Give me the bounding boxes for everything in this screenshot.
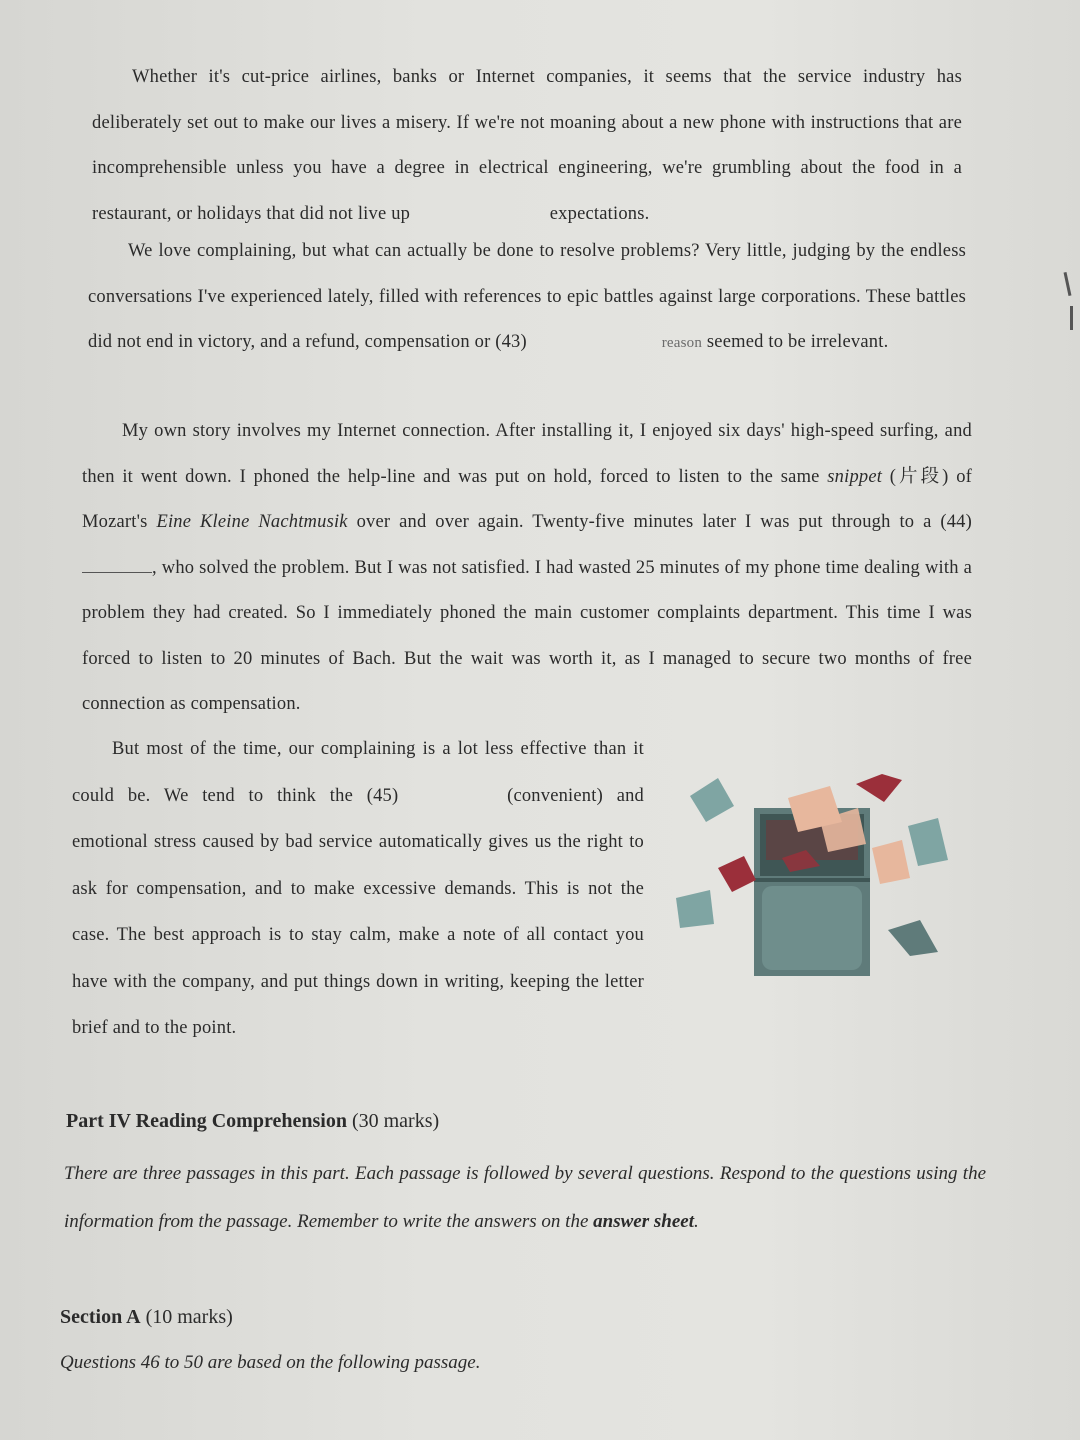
paragraph-4-text-2: and emotional stress caused by bad service automatically gives us the right to ask for compensation, and to make excessive demands. This is not the case. The best approach is to stay calm, make a note of all contact you have with the company, and put things down in writing, keeping the letter brief and to the point. [72, 785, 644, 1038]
mailbox-illustration [670, 760, 960, 990]
music-title: Eine Kleine Nachtmusik [156, 512, 348, 532]
passage-paragraph-1 [92, 55, 962, 237]
margin-mark [1070, 306, 1073, 330]
snippet-word: snippet [827, 466, 883, 487]
blank-45-hint: (convenient) [507, 785, 603, 806]
paragraph-3-text-3: over and over again. Twenty-five minutes later I was put through to a (44) [356, 512, 972, 532]
blank-43-hint: reason [661, 335, 703, 351]
snippet-gloss: (片段) [889, 466, 949, 487]
paragraph-2-end: seemed to be irrelevant. [706, 332, 889, 352]
instruction-text: There are three passages in this part. Each passage is followed by several questions. Respond to the questions using the information from the passage. Remember to write the answers on the [64, 1163, 986, 1232]
instruction-end: . [693, 1211, 699, 1232]
passage-paragraph-4 [72, 726, 644, 1052]
part-4-instruction [64, 1150, 986, 1246]
margin-mark [1064, 272, 1072, 296]
instruction-emphasis: answer sheet [593, 1211, 694, 1232]
section-a-note: Questions 46 to 50 are based on the following passage. [60, 1352, 481, 1373]
paragraph-1-text: Whether it's cut-price airlines, banks or Internet companies, it seems that the service industry has deliberately set out to make our lives a misery. If we're not moaning about a new phone with instructions that are incomprehensible unless you have a degree in electrical engineering, we're grumbling about the food in a restaurant, or holidays that did not live up [92, 67, 962, 224]
paragraph-4-text-1: But most of the time, our complaining is a lot less effective than it could be. We tend to think the (45) [72, 739, 644, 806]
section-a-heading [60, 1306, 233, 1329]
paragraph-2-text: We love complaining, but what can actually be done to resolve problems? Very little, judging by the endless conversations I've experienced lately, filled with references to epic battles against large corporations. These battles did not end in victory, and a refund, compensation or (43) [88, 241, 966, 352]
paragraph-3-text-2: of Mozart's [82, 466, 972, 532]
blank-44 [82, 556, 152, 573]
part-4-title: Part IV Reading Comprehension [66, 1110, 347, 1132]
paragraph-3-text-4: , who solved the problem. But I was not satisfied. I had wasted 25 minutes of my phone time dealing with a problem they had created. So I immediately phoned the main customer complaints department. This time I was forced to listen to 20 minutes of Bach. But the wait was worth it, as I managed to secure two months of free connection as compensation. [82, 557, 972, 714]
part-4-heading [66, 1110, 439, 1133]
passage-paragraph-2 [88, 229, 966, 367]
paragraph-3-text-1: My own story involves my Internet connection. After installing it, I enjoyed six days' high-speed surfing, and then it went down. I phoned the help-line and was put on hold, forced to listen to the same [82, 421, 972, 487]
section-a-marks: (10 marks) [145, 1306, 233, 1328]
part-4-marks: (30 marks) [351, 1110, 440, 1132]
section-a-title: Section A [60, 1306, 141, 1328]
passage-paragraph-3 [82, 409, 972, 728]
paragraph-1-end: expectations. [549, 203, 650, 224]
